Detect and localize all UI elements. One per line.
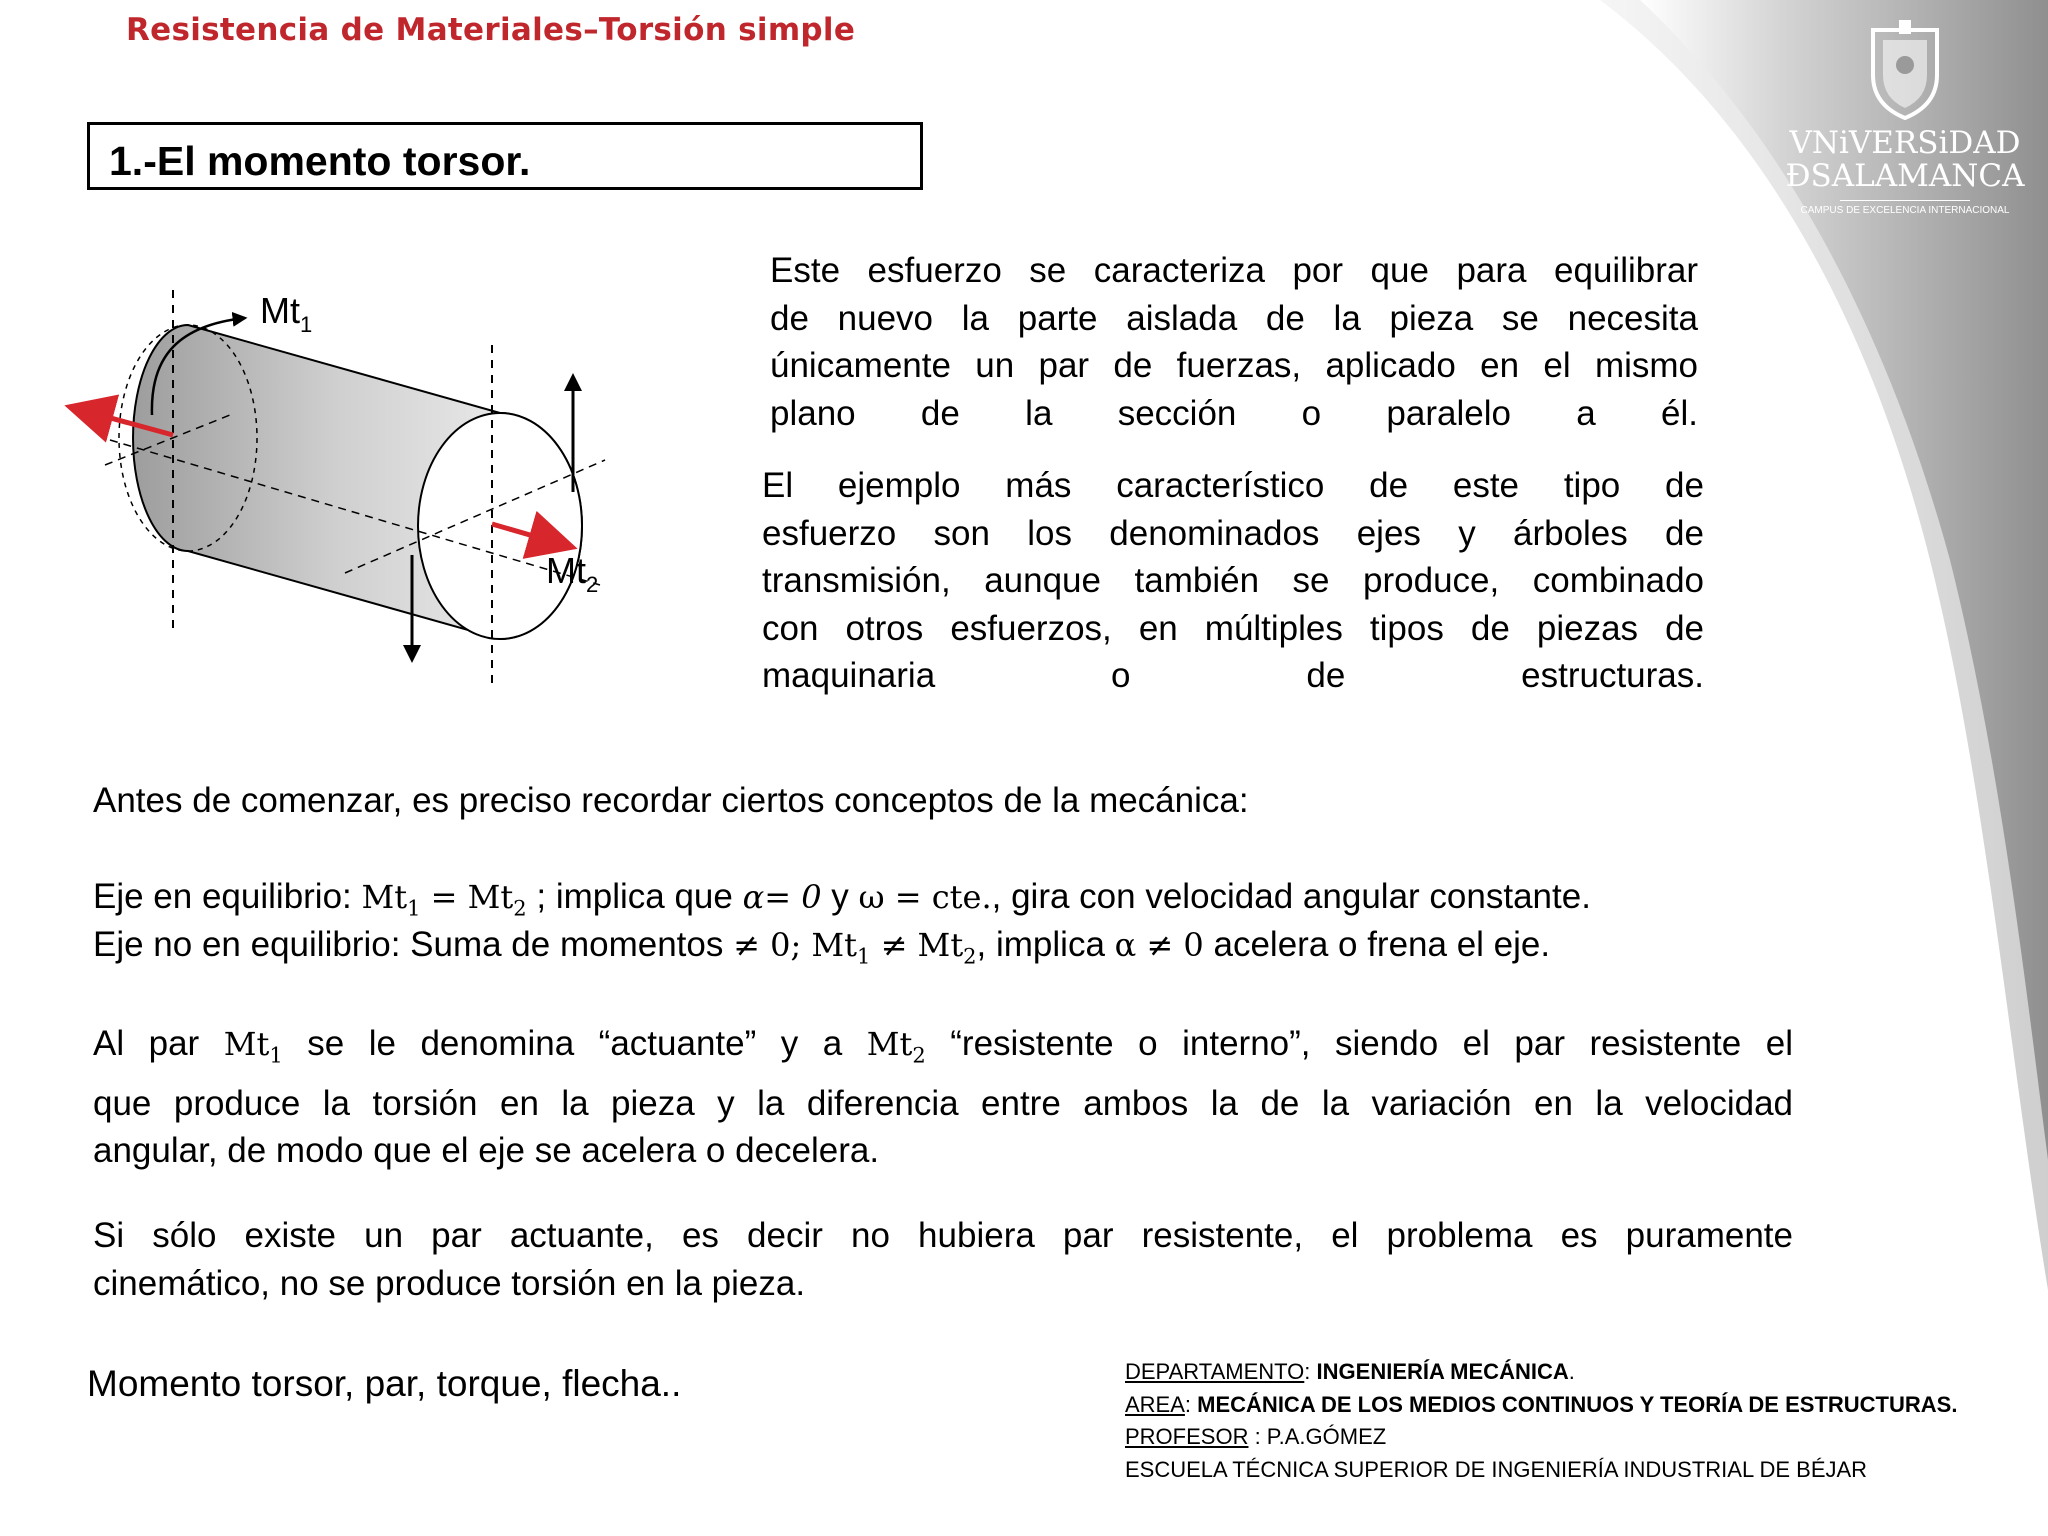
synonyms-text: Momento torsor, par, torque, flecha..	[87, 1363, 682, 1404]
si-line-1: Si sólo existe un par actuante, es decir no hubiera par resistente, el problema es puramente	[93, 1216, 1793, 1255]
mt1-label: $Mt_1$	[260, 290, 313, 337]
intro-p2-line: con otros esfuerzos, en múltiples tipos de piezas de	[762, 608, 1704, 648]
logo-line1: VNiVERSiDAD	[1789, 125, 2021, 161]
intro-p2-line: El ejemplo más característico de este tipo de	[762, 466, 1704, 505]
university-seal-icon	[1865, 20, 1945, 120]
torsion-cylinder-diagram	[60, 270, 670, 690]
antes-text: Antes de comenzar, es preciso recordar ciertos conceptos de la mecánica:	[93, 781, 1249, 820]
section-title: 1.-El momento torsor.	[109, 138, 531, 184]
non-equilibrium-line: Eje no en equilibrio: Suma de momentos ≠ 0; $Mt_1 \ne Mt_2$, implica α ≠ 0 acelera o frena el eje.	[93, 925, 1551, 969]
equilibrium-line: Eje en equilibrio: $Mt_1 = Mt_2$ ; implica que α= 0 y ω = cte., gira con velocidad angular constante.	[93, 877, 1591, 921]
si-line-2: cinemático, no se produce torsión en la pieza.	[93, 1263, 806, 1303]
par-paragraph: Al par $Mt_1$ se le denomina “actuante” y a $Mt_2$ “resistente o interno”, siendo el par resistente el que produce la torsión en la pieza y la diferencia entre ambos la de la variación en la velocidad angular, de modo que el eje se acelera o decelera.	[93, 1020, 1793, 1175]
si-paragraph	[93, 1212, 1793, 1307]
logo-line2: ÐSALAMANCA	[1785, 158, 2025, 194]
intro-p1-line: plano de la sección o paralelo a él.	[770, 393, 1698, 433]
intro-paragraph-1	[770, 247, 1698, 437]
footer-school: ESCUELA TÉCNICA SUPERIOR DE INGENIERÍA INDUSTRIAL DE BÉJAR	[1125, 1456, 1868, 1482]
footer-professor: PROFESOR : P.A.GÓMEZ	[1125, 1424, 1387, 1450]
intro-p2-line: transmisión, aunque también se produce, combinado	[762, 561, 1704, 600]
course-title: Resistencia de Materiales–Torsión simple	[126, 12, 856, 48]
intro-p1-line: de nuevo la parte aislada de la pieza se necesita	[770, 298, 1698, 338]
par-line-3: angular, de modo que el eje se acelera o decelera.	[93, 1131, 880, 1171]
intro-p1-line: Este esfuerzo se caracteriza por que para equilibrar	[770, 251, 1698, 290]
footer-area: AREA: MECÁNICA DE LOS MEDIOS CONTINUOS Y TEORÍA DE ESTRUCTURAS.	[1125, 1391, 1958, 1417]
intro-p2-line: maquinaria o de estructuras.	[762, 656, 1704, 695]
university-logo	[1770, 20, 2040, 230]
mt2-label: $Mt_2$	[546, 550, 599, 597]
footer-department: DEPARTAMENTO: INGENIERÍA MECÁNICA.	[1125, 1359, 1575, 1384]
intro-p1-line: únicamente un par de fuerzas, aplicado en el mismo	[770, 346, 1698, 385]
intro-paragraph-2	[762, 462, 1704, 700]
intro-p2-line: esfuerzo son los denominados ejes y árboles de	[762, 513, 1704, 553]
footer-info	[1125, 1356, 1957, 1486]
logo-divider	[1840, 200, 1970, 201]
par-line-2: que produce la torsión en la pieza y la diferencia entre ambos la de la variación en la velocidad	[93, 1083, 1793, 1123]
logo-tagline: CAMPUS DE EXCELENCIA INTERNACIONAL	[1800, 205, 2010, 216]
